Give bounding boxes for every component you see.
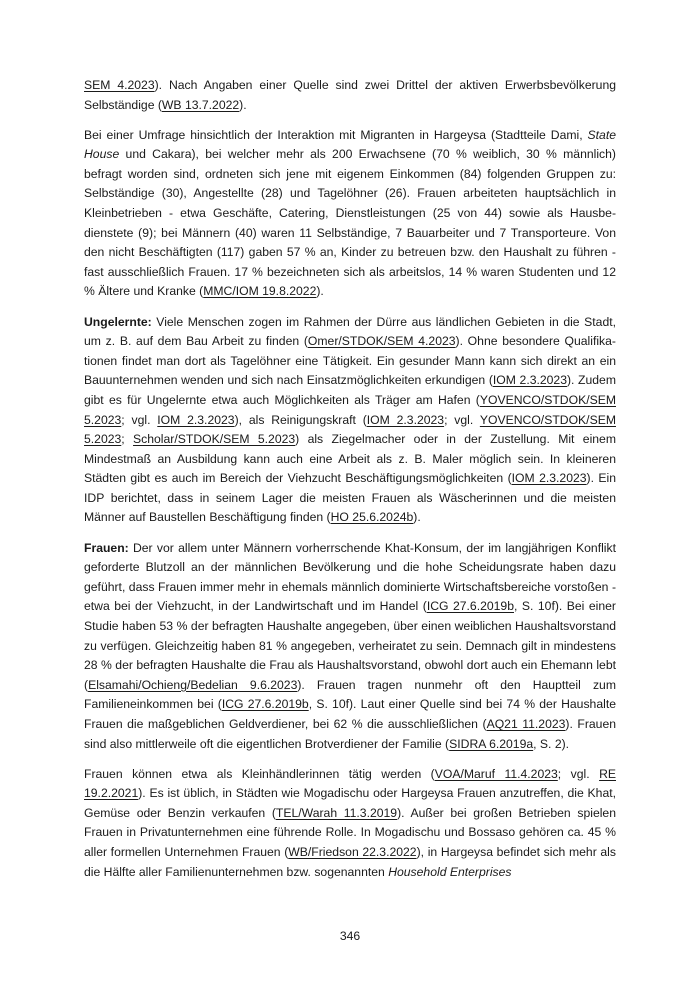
paragraph-text: Der vor allem unter Männern vorherrschende Khat-Konsum, der im langjährigen Konflikt geforderte Blutzoll an der männlichen Bevölkerung und die hohe Scheidungsrate haben dazu geführt, dass Frauen immer mehr in ehemals männlich dominierte Wirtschaftsbereiche vorstoßen - etwa bei der Viehzucht, in der Landwirtschaft und im Handel (: [84, 540, 616, 614]
paragraph-text: ). Frauen tragen nunmehr oft den Hauptteil zum Familieneinkommen bei (: [84, 677, 616, 712]
paragraph-text: ; vgl.: [121, 412, 158, 427]
paragraph-text: ; vgl.: [444, 412, 480, 427]
paragraph-text: , S. 10f). Laut einer Quelle sind bei 74 % der Haushalte Frauen die maßgeblichen Geldverdiener, bei 62 % die ausschließlichen (: [84, 697, 616, 731]
citation-link[interactable]: TEL/Warah 11.3.2019: [275, 805, 398, 820]
paragraph-text: ), in Hargeysa befindet sich mehr als die Hälfte aller Familienunternehmen bzw. sogenannten: [84, 844, 616, 879]
citation-link[interactable]: ICG 27.6.2019b: [426, 599, 514, 614]
paragraph-text: Viele Menschen zogen im Rahmen der Dürre aus ländlichen Gebieten in die Stadt, um z. B. auf dem Bau Arbeit zu finden (: [84, 314, 616, 349]
citation-link[interactable]: ICG 27.6.2019b: [221, 697, 309, 712]
citation-link[interactable]: YOVENCO/STDOK/SEM 5.2023: [84, 412, 616, 447]
paragraph-text: Bei einer Umfrage hinsichtlich der Interaktion mit Migranten in Hargeysa (Stadtteile Dami,: [84, 127, 588, 142]
citation-link[interactable]: SEM 4.2023: [84, 78, 155, 92]
section-lead-label: Frauen:: [84, 540, 129, 555]
citation-link[interactable]: AQ21 11.2023: [486, 716, 566, 731]
paragraph-text: , S. 10f). Bei einer Studie haben 53 % der befragten Haushalte angegeben, über einen weiblichen Haushaltsvorstand zu verfügen. Gleichzeitig haben 81 % angegeben, verheiratet zu sein. Demnach gilt in mindestens 28 % der befragten Haushalte die Frau als Haushaltsvorstand, obwohl dort auch ein Ehemann lebt (: [84, 599, 616, 692]
paragraph-text: ). Ein IDP berichtet, dass in seinem Lager die meisten Frauen als Wäscherinnen und die meisten Männer auf Baustellen Beschäftigung finden (: [84, 471, 616, 525]
paragraph-text: ). Es ist üblich, in Städten wie Mogadischu oder Hargeysa Frauen anzutreffen, die Khat, Gemüse oder Benzin verkaufen (: [84, 786, 616, 820]
paragraph-text: ; vgl.: [557, 766, 600, 781]
paragraph-employment-intro: [84, 76, 616, 115]
paragraph-text: ). Frauen sind also mittlerweile oft die eigentlichen Brotverdiener der Familie (: [84, 716, 617, 751]
emphasized-text: Household Enterprises: [388, 864, 512, 879]
citation-link[interactable]: MMC/IOM 19.8.2022: [203, 284, 317, 299]
paragraph-text: ).: [239, 97, 247, 112]
paragraph-text: ).: [316, 284, 324, 299]
citation-link[interactable]: Omer/STDOK/SEM 4.2023: [307, 334, 456, 349]
emphasized-text: State House: [84, 127, 616, 162]
paragraph-text: Frauen können etwa als Kleinhändlerinnen tätig werden (: [84, 766, 435, 781]
citation-link[interactable]: WB/Friedson 22.3.2022: [288, 844, 417, 859]
citation-link[interactable]: IOM 2.3.2023: [492, 373, 567, 388]
document-page: [84, 76, 616, 893]
citation-link[interactable]: VOA/Maruf 11.4.2023: [434, 766, 558, 781]
paragraph-text: ). Zudem gibt es für Ungelernte etwa auch Möglichkeiten als Träger am Hafen (: [84, 373, 616, 407]
section-lead-label: Ungelernte:: [84, 314, 152, 329]
page-number: 346: [339, 929, 361, 943]
paragraph-women-traders: [84, 765, 616, 883]
citation-link[interactable]: HO 25.6.2024b: [330, 510, 414, 525]
paragraph-women: [84, 539, 616, 755]
paragraph-text: ;: [121, 432, 134, 447]
paragraph-hargeysa-survey: [84, 126, 616, 302]
citation-link[interactable]: Elsamahi/Ochieng/Bedelian 9.6.2023: [88, 677, 298, 692]
paragraph-unskilled: [84, 313, 616, 529]
paragraph-text: , S. 2).: [533, 736, 570, 751]
citation-link[interactable]: YOVENCO/STDOK/SEM 5.2023: [84, 392, 616, 427]
citation-link[interactable]: RE 19.2.2021: [84, 766, 616, 801]
citation-link[interactable]: IOM 2.3.2023: [157, 412, 235, 427]
citation-link[interactable]: IOM 2.3.2023: [366, 412, 445, 427]
paragraph-text: ). Ohne besondere Qualifikationen findet man dort als Tagelöhner eine Tätigkeit. Ein gesunder Mann kann sich direkt an ein Bauunternehmen wenden und sich nach Einsatzmöglichkeiten erkundigen (: [84, 334, 616, 388]
citation-link[interactable]: WB 13.7.2022: [161, 97, 240, 112]
citation-link[interactable]: IOM 2.3.2023: [511, 471, 587, 486]
paragraph-text: ), als Reinigungskraft (: [234, 412, 367, 427]
paragraph-text: ).: [413, 510, 421, 525]
citation-link[interactable]: SIDRA 6.2019a: [449, 736, 534, 751]
paragraph-text: ) als Ziegelmacher oder in der Zustellung. Mit einem Mindestmaß an Ausbildung kann auch eine Arbeit als z. B. Maler möglich sein. In kleineren Städten gibt es auch im Bereich der Viehzucht Beschäftigungsmöglichkeiten (: [84, 432, 616, 486]
paragraph-text: und Cakara), bei welcher mehr als 200 Erwachsene (70 % weiblich, 30 % männlich) befragt worden sind, ordneten sich jene mit eigenem Einkommen (84) folgenden Gruppen zu: Selbständige (30), Angestellte (28) und Tagelöhner (26). Frauen arbeiteten hauptsächlich in Kleinbetrieben - etwa Geschäfte, Catering, Dienstleistungen (25 von 44) sowie als Hausbedienstete (9); bei Männern (40) waren 11 Selbständige, 7 Bauarbeiter und 7 Transporteure. Von den nicht Beschäftigten (117) gaben 57 % an, Kinder zu betreuen bzw. den Haushalt zu führen - fast ausschließlich Frauen. 17 % bezeichneten sich als arbeitslos, 14 % waren Studenten und 12 % Ältere und Kranke (: [84, 147, 616, 299]
citation-link[interactable]: Scholar/STDOK/SEM 5.2023: [133, 432, 296, 447]
paragraph-text: ). Nach Angaben einer Quelle sind zwei Drittel der aktiven Erwerbsbevölkerung Selbständige (: [84, 78, 616, 112]
paragraph-text: ). Außer bei großen Betrieben spielen Frauen in Privatunternehmen eine führende Rolle. In Mogadischu und Bossaso gehören ca. 45 % aller formellen Unternehmen Frauen (: [84, 805, 616, 859]
